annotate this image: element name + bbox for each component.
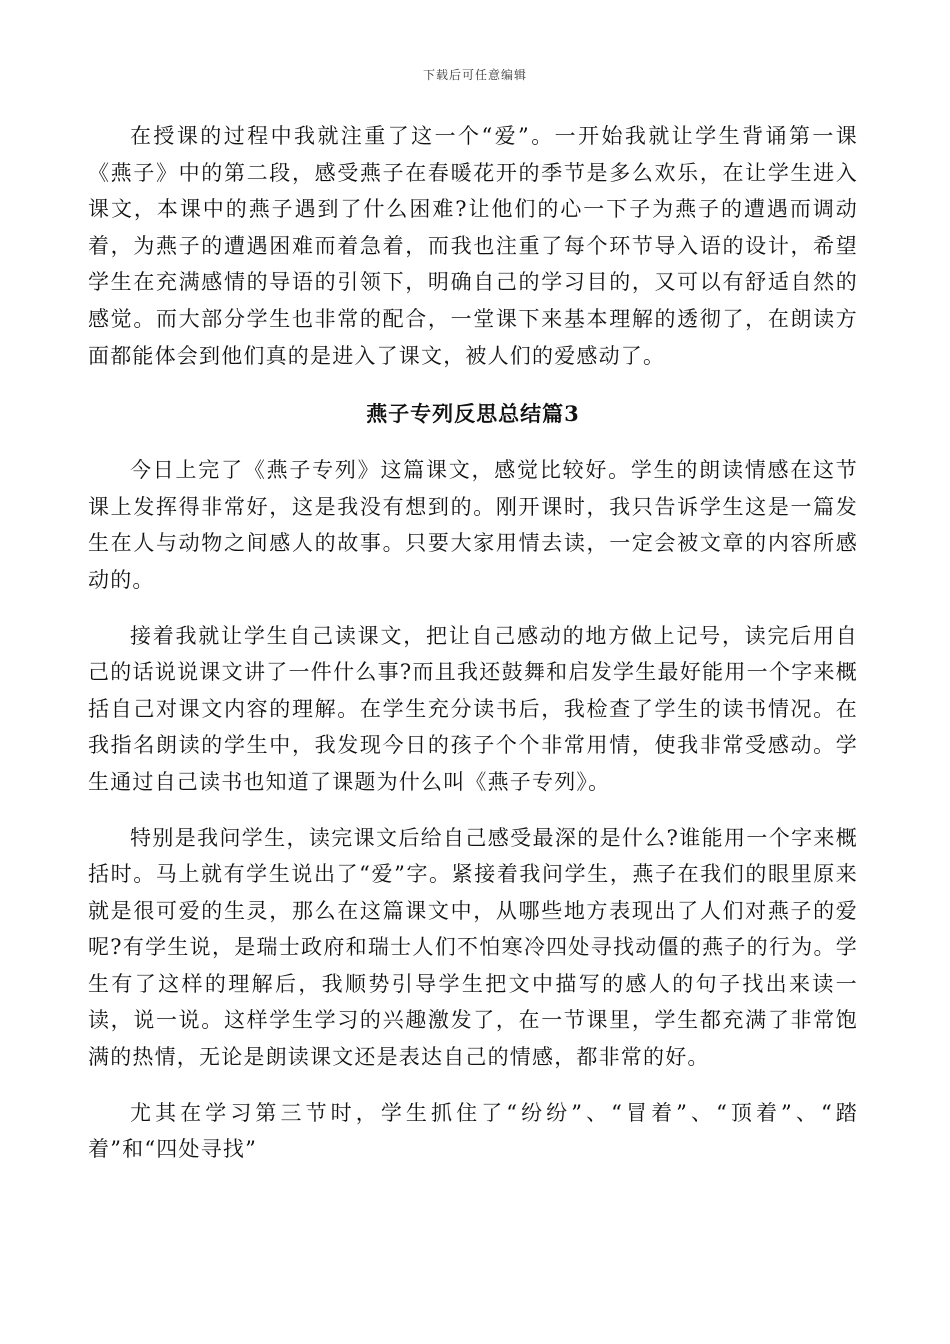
intro-paragraph: 在授课的过程中我就注重了这一个“爱”。一开始我就让学生背诵第一课《燕子》中的第二段，感受燕子在春暖花开的季节是多么欢乐，在让学生进入课文，本课中的燕子遇到了什么困难?让他们的心一下子为燕子的遭遇而调动着，为燕子的遭遇困难而着急着，而我也注重了每个环节导入语的设计，希望学生在充满感情的导语的引领下，明确自己的学习目的，又可以有舒适自然的感觉。而大部分学生也非常的配合，一堂课下来基本理解的透彻了，在朗读方面都能体会到他们真的是进入了课文，被人们的爱感动了。 <box>88 124 858 368</box>
section-title: 燕子专列反思总结篇3 <box>366 401 580 427</box>
document-body <box>88 118 858 1168</box>
paragraph-1: 今日上完了《燕子专列》这篇课文，感觉比较好。学生的朗读情感在这节课上发挥得非常好，这是我没有想到的。刚开课时，我只告诉学生这是一篇发生在人与动物之间感人的故事。只要大家用情去读，一定会被文章的内容所感动的。 <box>88 458 858 592</box>
paragraph-4: 尤其在学习第三节时，学生抓住了“纷纷”、“冒着”、“顶着”、“踏着”和“四处寻找” <box>88 1100 858 1162</box>
header-note: 下载后可任意编辑 <box>422 68 527 82</box>
paragraph-3: 特别是我问学生，读完课文后给自己感受最深的是什么?谁能用一个字来概括时。马上就有学生说出了“爱”字。紧接着我问学生，燕子在我们的眼里原来就是很可爱的生灵，那么在这篇课文中，从哪些地方表现出了人们对燕子的爱呢?有学生说，是瑞士政府和瑞士人们不怕寒冷四处寻找动僵的燕子的行为。学生有了这样的理解后，我顺势引导学生把文中描写的感人的句子找出来读一读，说一说。这样学生学习的兴趣激发了，在一节课里，学生都充满了非常饱满的热情，无论是朗读课文还是表达自己的情感，都非常的好。 <box>88 825 858 1070</box>
paragraph-2: 接着我就让学生自己读课文，把让自己感动的地方做上记号，读完后用自己的话说说课文讲了一件什么事?而且我还鼓舞和启发学生最好能用一个字来概括自己对课文内容的理解。在学生充分读书后，我检查了学生的读书情况。在我指名朗读的学生中，我发现今日的孩子个个非常用情，使我非常受感动。学生通过自己读书也知道了课题为什么叫《燕子专列》。 <box>88 623 858 794</box>
